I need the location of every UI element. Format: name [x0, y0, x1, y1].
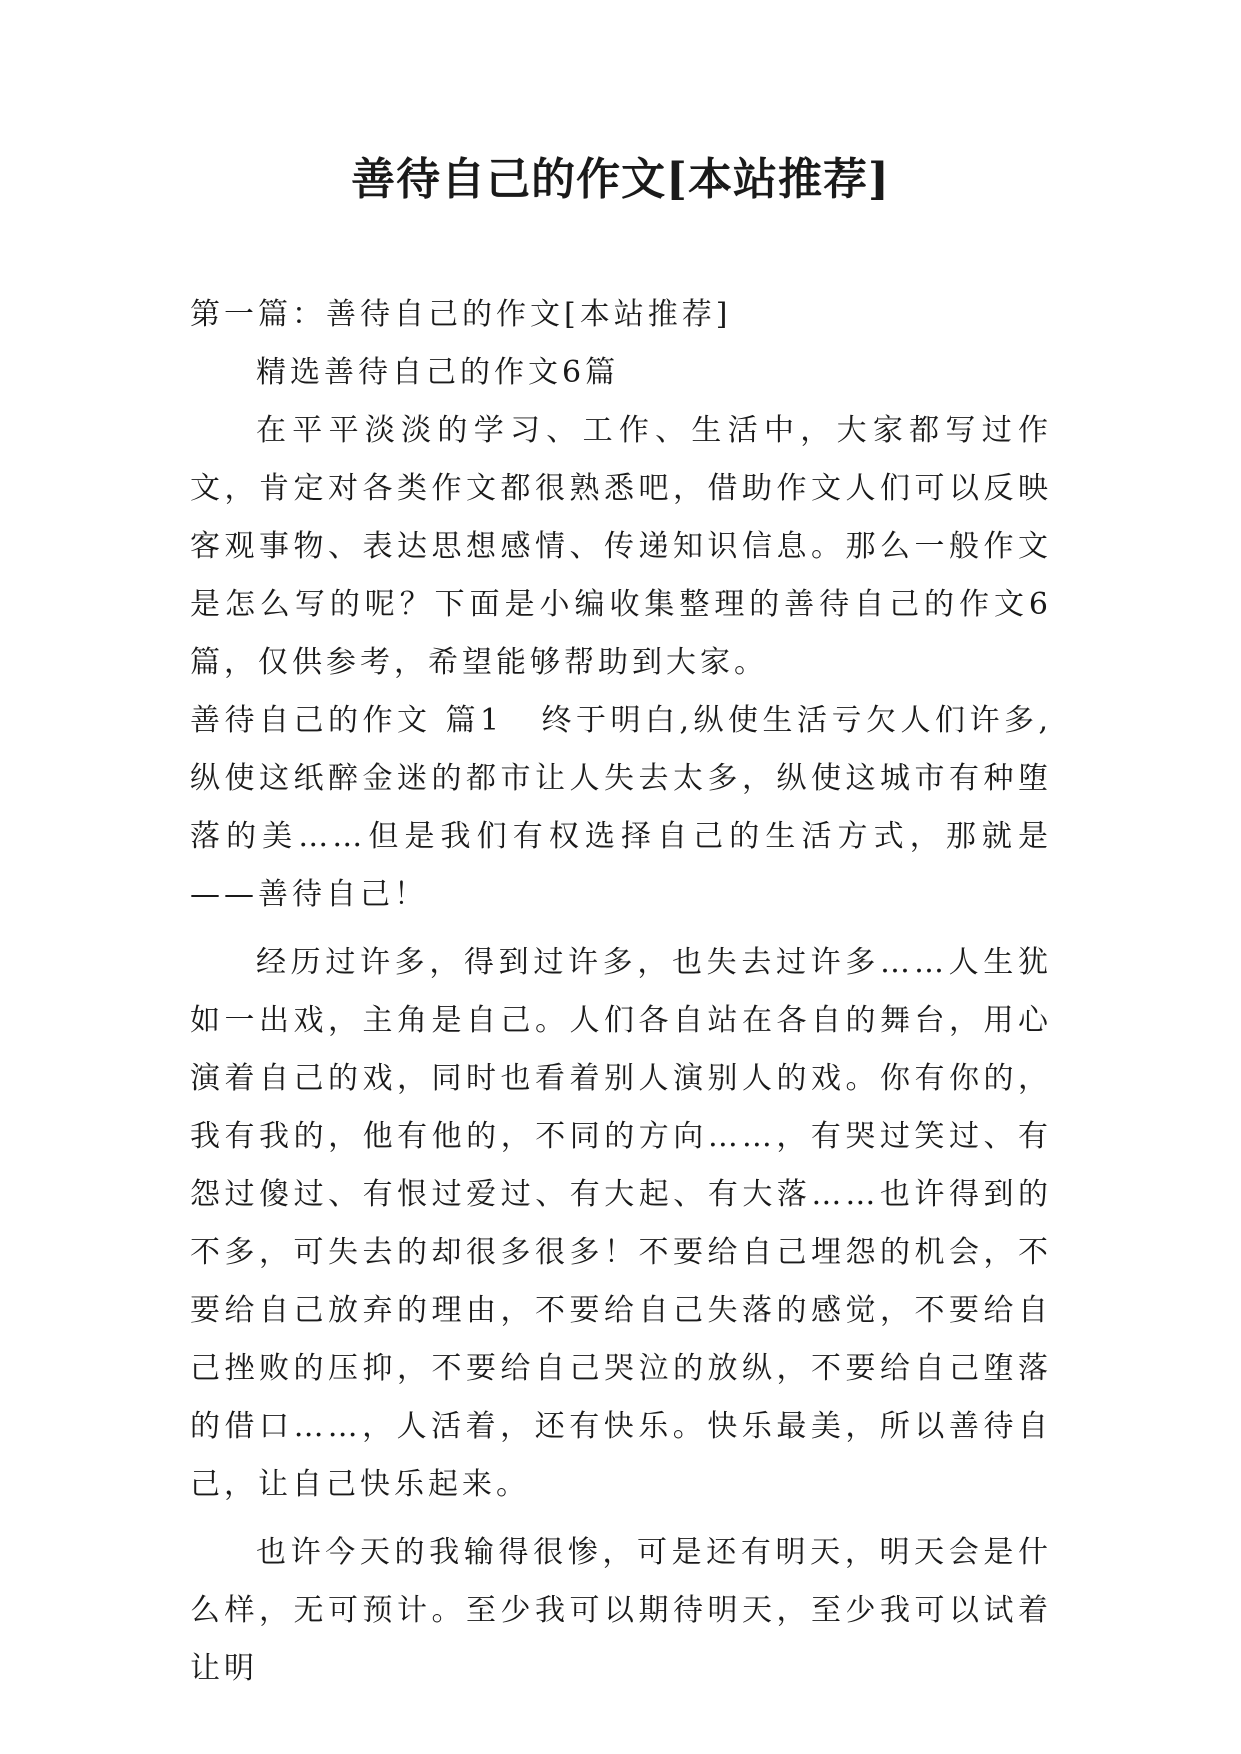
subtitle: 精选善待自己的作文6篇 — [256, 355, 620, 390]
essay-1-first-paragraph — [190, 692, 1052, 924]
section-heading: 第一篇：善待自己的作文[本站推荐] — [190, 297, 732, 332]
essay-label: 善待自己的作文 篇1 — [190, 703, 504, 738]
document-title: 善待自己的作文[本站推荐] — [351, 154, 890, 205]
essay-paragraph: 经历过许多，得到过许多，也失去过许多……人生犹如一出戏，主角是自己。人们各自站在各自的舞台，用心演着自己的戏，同时也看着别人演别人的戏。你有你的，我有我的，他有他的，不同的方向……，有哭过笑过、有怨过傻过、有恨过爱过、有大起、有大落……也许得到的不多，可失去的却很多很多！不要给自己埋怨的机会，不要给自己放弃的理由，不要给自己失落的感觉，不要给自己挫败的压抑，不要给自己哭泣的放纵，不要给自己堕落的借口……，人活着，还有快乐。快乐最美，所以善待自己，让自己快乐起来。 — [190, 945, 1052, 1502]
essay-1-first-text: 终于明白,纵使生活亏欠人们许多,纵使这纸醉金迷的都市让人失去太多，纵使这城市有种堕落的美……但是我们有权选择自己的生活方式，那就是——善待自己！ — [190, 703, 1053, 912]
document-body — [190, 286, 1052, 1698]
intro-paragraph: 在平平淡淡的学习、工作、生活中，大家都写过作文，肯定对各类作文都很熟悉吧，借助作文人们可以反映客观事物、表达思想感情、传递知识信息。那么一般作文是怎么写的呢？下面是小编收集整理的善待自己的作文6篇，仅供参考，希望能够帮助到大家。 — [190, 413, 1052, 680]
essay-paragraph: 也许今天的我输得很惨，可是还有明天，明天会是什么样，无可预计。至少我可以期待明天，至少我可以试着让明 — [190, 1535, 1052, 1686]
